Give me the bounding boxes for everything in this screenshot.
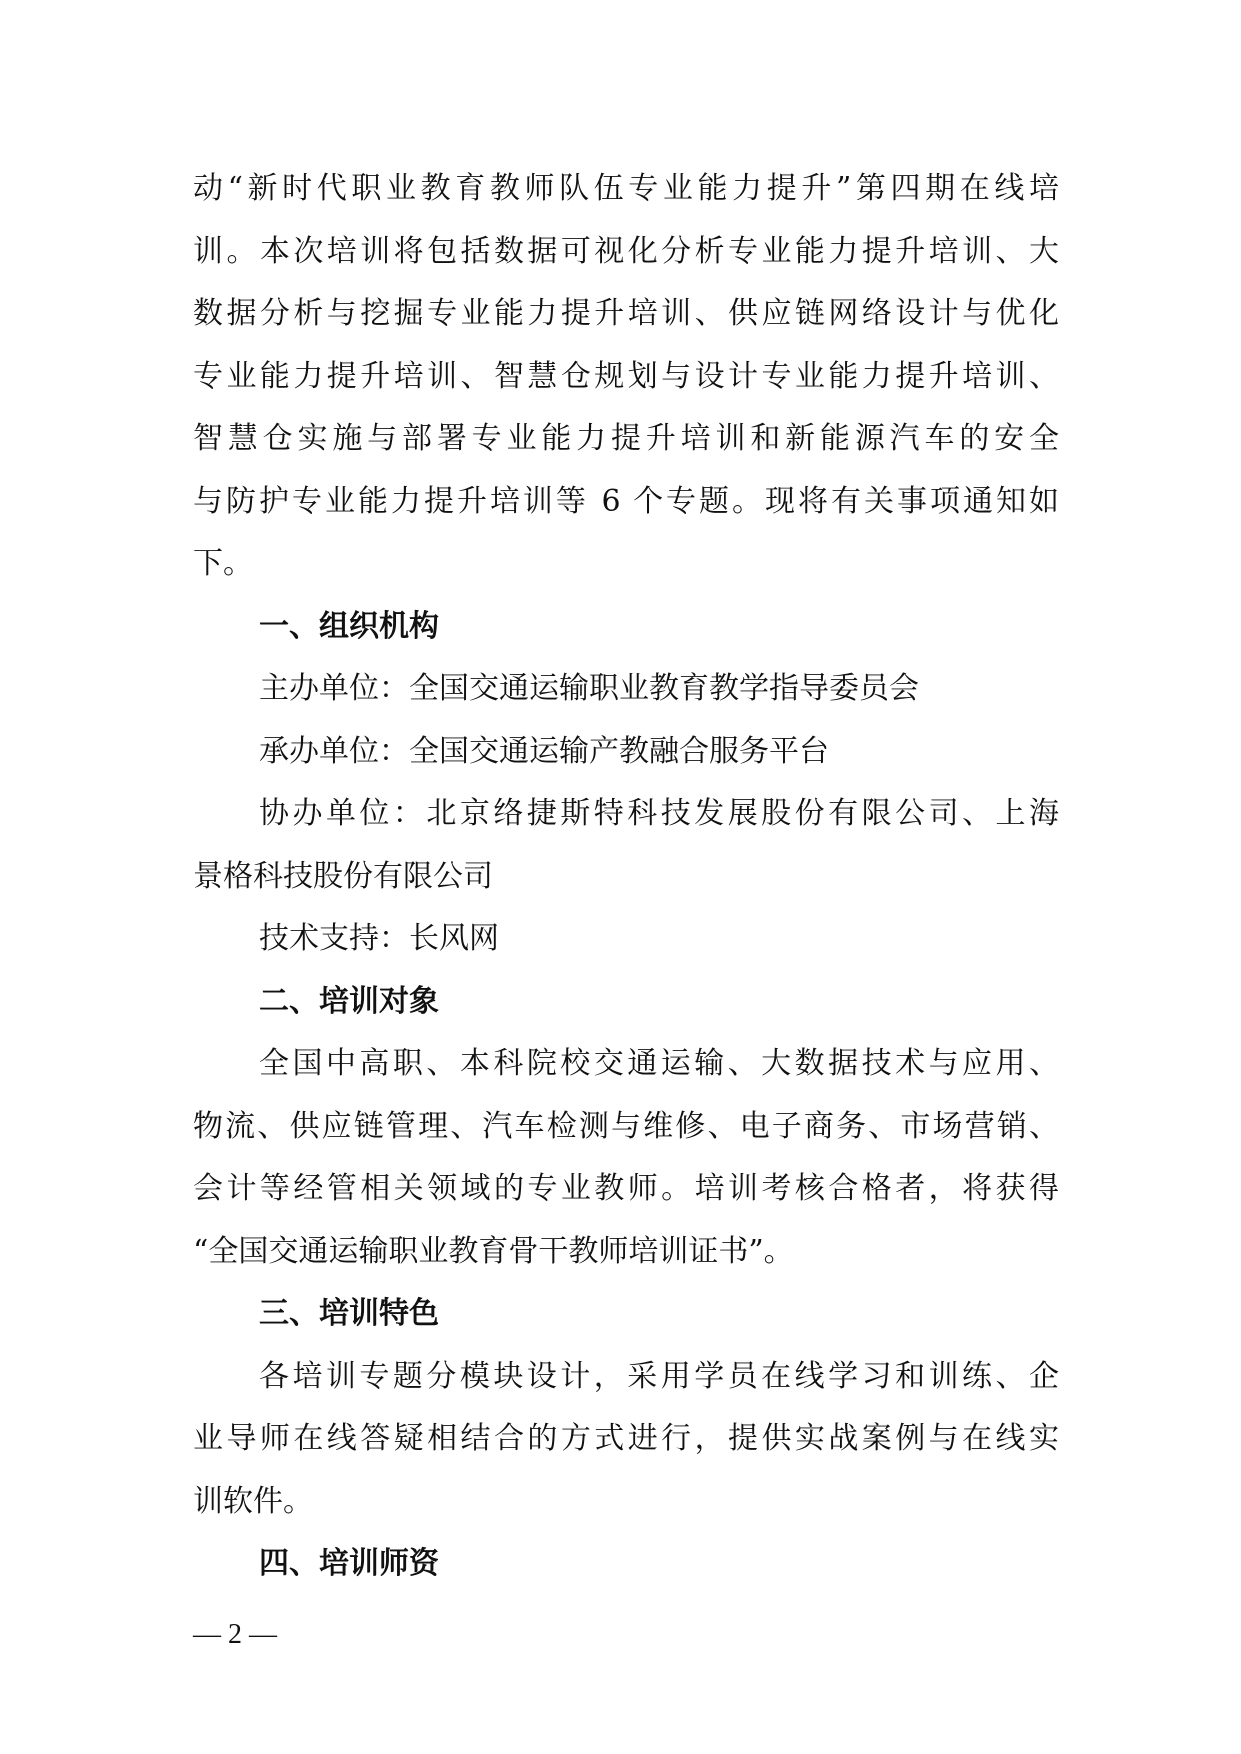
- intro-paragraph: [193, 158, 1059, 596]
- paragraph-line: 下。: [193, 546, 253, 581]
- paragraph-line: 会计等经管相关领域的专业教师。培训考核合格者，将获得: [193, 1171, 1059, 1206]
- paragraph-line: 各培训专题分模块设计，采用学员在线学习和训练、企: [259, 1358, 1059, 1394]
- assistant-line-continued: 景格科技股份有限公司: [193, 858, 493, 894]
- tech-support-line: 技术支持：长风网: [259, 921, 499, 956]
- page-number: — 2 —: [193, 1619, 277, 1650]
- section-heading-instructors: 四、培训师资: [259, 1546, 439, 1581]
- paragraph-line: “全国交通运输职业教育骨干教师培训证书”。: [193, 1233, 794, 1269]
- paragraph-line: 专业能力提升培训、智慧仓规划与设计专业能力提升培训、: [193, 358, 1059, 394]
- section-heading-features: 三、培训特色: [259, 1296, 439, 1331]
- paragraph-line: 智慧仓实施与部署专业能力提升培训和新能源汽车的安全: [193, 421, 1059, 456]
- section-heading-audience: 二、培训对象: [259, 983, 439, 1019]
- paragraph-line: 训。本次培训将包括数据可视化分析专业能力提升培训、大: [193, 233, 1059, 269]
- paragraph-line: 数据分析与挖掘专业能力提升培训、供应链网络设计与优化: [193, 296, 1059, 331]
- paragraph-line: 业导师在线答疑相结合的方式进行，提供实战案例与在线实: [193, 1421, 1059, 1456]
- paragraph-line: 物流、供应链管理、汽车检测与维修、电子商务、市场营销、: [193, 1108, 1059, 1144]
- undertaker-line: 承办单位：全国交通运输产教融合服务平台: [259, 733, 829, 769]
- section-heading-organization: 一、组织机构: [259, 608, 439, 644]
- organizer-line: 主办单位：全国交通运输职业教育教学指导委员会: [259, 671, 919, 706]
- audience-paragraph: [193, 1033, 1059, 1283]
- paragraph-line: 训软件。: [193, 1483, 313, 1519]
- document-body: [193, 158, 1059, 1596]
- paragraph-line: 与防护专业能力提升培训等 6 个专题。现将有关事项通知如: [193, 483, 1059, 519]
- features-paragraph: [193, 1346, 1059, 1534]
- assistant-line: 协办单位：北京络捷斯特科技发展股份有限公司、上海: [259, 796, 1059, 831]
- paragraph-line: 全国中高职、本科院校交通运输、大数据技术与应用、: [259, 1046, 1059, 1081]
- paragraph-line: 动“新时代职业教育教师队伍专业能力提升”第四期在线培: [193, 171, 1059, 206]
